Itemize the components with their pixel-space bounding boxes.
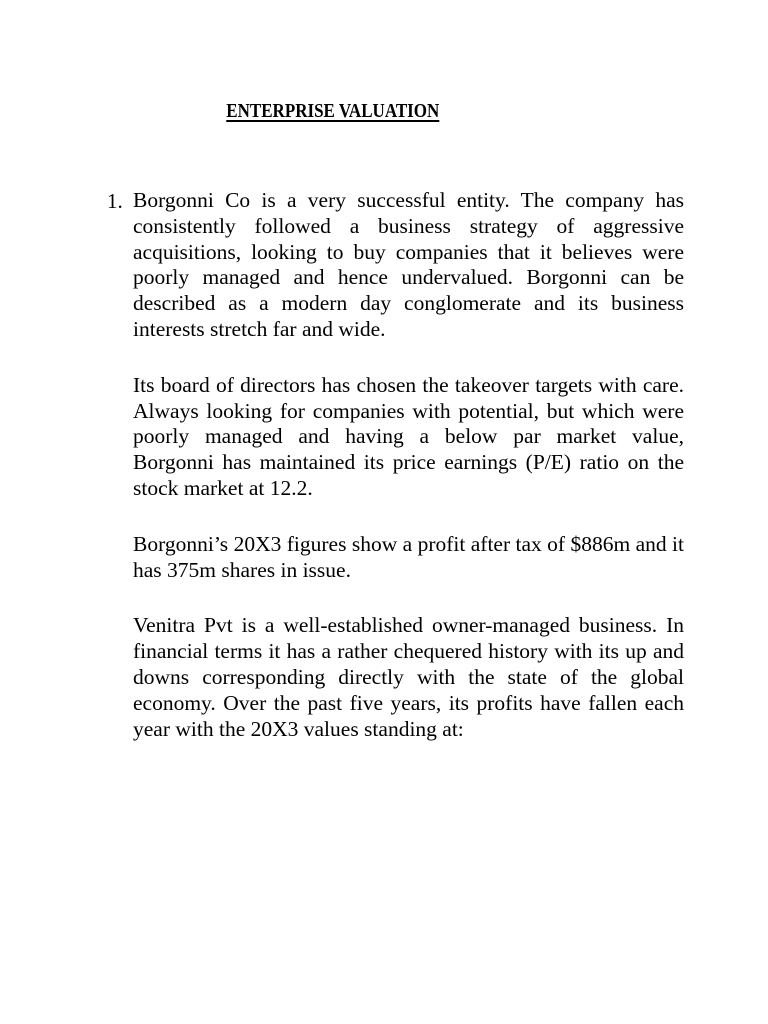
document-title: ENTERPRISE VALUATION: [226, 100, 440, 122]
paragraph-board-of-directors: Its board of directors has chosen the takeover targets with care. Always looking for companies with potential, but which were poorly managed and having a below par market value, Borgonni has maintained its price earnings (P/E) ratio on the stock market at 12.2.: [133, 372, 684, 500]
item-body: [133, 188, 684, 772]
paragraph-borgonni-intro: Borgonni Co is a very successful entity. The company has consistently followed a business strategy of aggressive acquisitions, looking to buy companies that it believes were poorly managed and hence undervalued. Borgonni can be described as a modern day conglomerate and its business interests stretch far and wide.: [133, 188, 684, 341]
paragraph-borgonni-figures: Borgonni’s 20X3 figures show a profit after tax of $886m and it has 375m shares in issue.: [133, 531, 684, 582]
paragraph-venitra-intro: Venitra Pvt is a well-established owner-managed business. In financial terms it has a rather chequered history with its up and downs corresponding directly with the state of the global economy. Over the past five years, its profits have fallen each year with the 20X3 values standing at:: [133, 613, 684, 741]
item-number: 1.: [107, 189, 123, 213]
